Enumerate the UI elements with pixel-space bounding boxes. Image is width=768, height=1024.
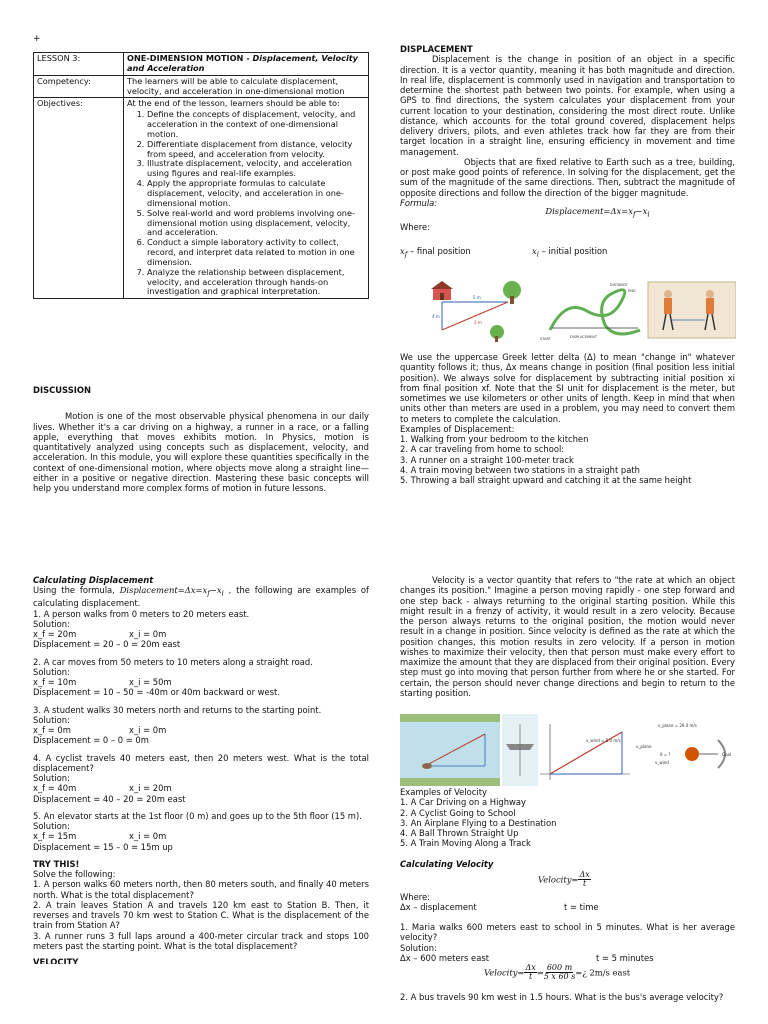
try-this-intro: Solve the following: bbox=[33, 869, 116, 880]
velocity-problem-values bbox=[400, 953, 735, 963]
distance-label-diag: 3 m bbox=[474, 320, 482, 325]
velocity-paragraph: Velocity is a vector quantity that refers to "the rate at which an object changes its position." Imagine a person moving rapidly - one step forward and one step back - always returning to the original starting position. While this might result in a frenzy of activity, it would result in a zero velocity. Because the person always returns to the original position, the motion would never result in a change in position. Since velocity is defined as the rate at which the position changes, this motion results in zero velocity. If a person in motion wishes to maximize their velocity, then that person must make every effort to maximize the amount that they are displaced from their original position. Every step must go into moving that person further from where he or she started. For certain, the person should never change directions and begin to return to the starting position. bbox=[400, 575, 735, 698]
list-item: 3. Illustrate displacement, velocity, and acceleration using figures and real-life examples. bbox=[147, 159, 365, 179]
problem-question: 4. A cyclist travels 40 meters east, then 20 meters west. What is the total displacement? bbox=[33, 752, 369, 773]
distance-label-side: 4 m bbox=[432, 314, 440, 319]
calc-result: =¿ 2m/s east bbox=[575, 967, 631, 978]
list-item: 2. A Cyclist Going to School bbox=[400, 807, 516, 818]
problem-values bbox=[33, 677, 369, 687]
velocity-fraction bbox=[578, 871, 590, 889]
competency-value: The learners will be able to calculate displacement, velocity, and acceleration in one-dimensional motion bbox=[124, 75, 369, 98]
problem-2 bbox=[33, 657, 369, 698]
displacement-figure bbox=[400, 280, 736, 348]
objectives-intro: At the end of the lesson, learners should be able to: bbox=[127, 98, 340, 109]
fraction-numerator: Δx bbox=[579, 869, 590, 879]
fraction-denominator: t bbox=[582, 879, 587, 889]
t-definition: t = time bbox=[564, 901, 599, 912]
v-plane-label: v_plane bbox=[636, 744, 652, 749]
end-label: END bbox=[628, 289, 636, 293]
v-plane-value-label: v_plane = 29.0 m/s bbox=[658, 723, 697, 728]
list-item: 5. Solve real-world and word problems involving one-dimensional motion using displacement, velocity, and acceleration. bbox=[147, 209, 365, 239]
list-item: 6. Conduct a simple laboratory activity to collect, record, and interpret data related to motion in one dimension. bbox=[147, 238, 365, 268]
calc-displacement-section bbox=[33, 575, 369, 964]
velocity-figure bbox=[400, 714, 736, 786]
problem-values bbox=[33, 629, 369, 639]
list-item: 1. A Car Driving on a Highway bbox=[400, 797, 526, 808]
list-item: 1. Walking from your bedroom to the kitchen bbox=[400, 434, 589, 444]
objectives-key: Objectives: bbox=[34, 98, 124, 299]
solution-label: Solution: bbox=[400, 942, 437, 953]
lesson-table bbox=[33, 52, 369, 299]
list-item: 7. Analyze the relationship between displacement, velocity, and acceleration through hands-on investigation and graphical interpretation. bbox=[147, 268, 365, 298]
list-item: 4. Apply the appropriate formulas to calculate displacement, velocity, and acceleration in one-dimensional motion. bbox=[147, 179, 365, 209]
solution-label: Solution: bbox=[33, 821, 70, 832]
displacement-section bbox=[400, 44, 735, 260]
velocity-problem-1: 1. Maria walks 600 meters east to school in 5 minutes. What is her average velocity? bbox=[400, 922, 735, 943]
velocity-heading-cutoff: VELOCITY bbox=[33, 957, 79, 965]
table-row bbox=[34, 75, 369, 98]
table-row bbox=[34, 53, 369, 76]
calc-fraction-2 bbox=[544, 964, 576, 982]
displacement-arrow-label: DISPLACEMENT bbox=[570, 335, 598, 339]
solution-label: Solution: bbox=[33, 714, 70, 725]
displacement-examples-heading: Examples of Displacement: bbox=[400, 423, 515, 434]
xf-value: x_f = 40m bbox=[33, 783, 77, 794]
position-definitions bbox=[400, 246, 735, 259]
problem-dx: Δx – 600 meters east bbox=[400, 952, 489, 963]
list-item: 3. An Airplane Flying to a Destination bbox=[400, 817, 557, 828]
calc-displacement-heading: Calculating Displacement bbox=[33, 575, 154, 585]
fraction-numerator: Δx bbox=[525, 963, 536, 973]
xf-value: x_f = 15m bbox=[33, 831, 77, 842]
xi-value: x_i = 50m bbox=[129, 677, 172, 688]
lesson-key: LESSON 3: bbox=[34, 53, 124, 76]
problem-1 bbox=[33, 609, 369, 650]
xf-value: x_f = 10m bbox=[33, 677, 77, 688]
objectives-value bbox=[124, 98, 369, 299]
discussion-section bbox=[33, 385, 369, 493]
list-item: 1. Define the concepts of displacement, velocity, and acceleration in the context of one-dimensional motion. bbox=[147, 110, 365, 140]
problem-values bbox=[33, 783, 369, 793]
problem-answer: Displacement = 20 – 0 = 20m east bbox=[33, 639, 181, 650]
velocity-variables bbox=[400, 902, 735, 912]
problem-values bbox=[33, 831, 369, 841]
lesson-title bbox=[124, 53, 369, 76]
problem-answer: Displacement = 40 – 20 = 20m east bbox=[33, 793, 186, 804]
velocity-examples-heading: Examples of Velocity bbox=[400, 787, 487, 797]
displacement-paragraph-1: Displacement is the change in position of an object in a specific direction. It is a vector quantity, meaning it has both magnitude and direction. In real life, displacement is commonly used in navigation and transportation to determine the shortest path between two points. For example, when using a GPS to find directions, the system calculates your displacement from your current location to your destination, considering the most direct route. Unlike distance, which accounts for the total ground covered, displacement helps delivery drivers, pilots, and even athletes track how far they are from their target location in a straight line, ensuring efficiency in movement and time management. bbox=[400, 54, 735, 157]
problem-values bbox=[33, 725, 369, 735]
dx-definition: Δx – displacement bbox=[400, 901, 477, 912]
velocity-calculation: Velocity= $\frac{\Delta x}{t}$ = $\frac{600 m}{5 x 60 s}$ =¿ 2m/s east bbox=[484, 963, 631, 982]
velocity-formula bbox=[400, 871, 735, 889]
start-label: START bbox=[540, 337, 551, 341]
xi-value: x_i = 0m bbox=[129, 629, 167, 640]
displacement-paragraph-2: Objects that are fixed relative to Earth such as a tree, building, or post make good points of reference. In solving for the displacement, get the sum of the magnitude of the same directions. Then, subtract the magnitude of opposite directions and follow the direction of the bigger magnitude. bbox=[400, 156, 735, 198]
fraction-denominator: 5 x 60 s bbox=[543, 972, 576, 982]
velocity-section bbox=[400, 575, 735, 698]
velocity-illustration bbox=[400, 714, 736, 786]
v-wind-value-label: v_wind = 8.0 m/s bbox=[586, 738, 621, 743]
list-item: 5. Throwing a ball straight upward and catching it at the same height bbox=[400, 475, 692, 485]
problem-answer: Displacement = 10 – 50 = -40m or 40m backward or west. bbox=[33, 687, 280, 698]
solution-label: Solution: bbox=[33, 618, 70, 629]
problem-3 bbox=[33, 705, 369, 746]
problem-question: 2. A car moves from 50 meters to 10 meters along a straight road. bbox=[33, 656, 313, 667]
calc-lhs: Velocity= bbox=[484, 967, 525, 978]
xf-definition: $x_f$ – final position bbox=[400, 246, 471, 260]
calc-velocity-heading: Calculating Velocity bbox=[400, 858, 494, 869]
list-item: 2. A car traveling from home to school: bbox=[400, 444, 565, 455]
solution-label: Solution: bbox=[33, 773, 70, 784]
problem-answer: Displacement = 0 – 0 = 0m bbox=[33, 735, 149, 746]
calc-fraction-1 bbox=[524, 964, 536, 982]
displacement-paragraph-3: We use the uppercase Greek letter delta (Δ) to mean "change in" whatever quantity follows it; thus, Δx means change in position (final position less initial position). We always solve for displacement by subtracting initial position xi from final position xf. Note that the SI unit for displacement is the meter, but sometimes we use kilometers or other units of length. Keep in mind that when units other than meters are used in a problem, you may need to convert them to meters to complete the calculation. bbox=[400, 352, 735, 424]
problem-question: 1. A person walks from 0 meters to 20 meters east. bbox=[33, 608, 250, 619]
discussion-body: Motion is one of the most observable physical phenomena in our daily lives. Whether it's a car driving on a highway, a runner in a race, or a falling apple, everything that moves exhibits motion. In Physics, motion is quantitatively analyzed using concepts such as displacement, velocity, and acceleration. In this module, you will explore these quantities specifically in the context of one-dimensional motion, where objects move along a straight line—either in a positive or negative direction. Mastering these basic concepts will help you understand more complex forms of motion in future lessons. bbox=[33, 411, 369, 493]
problem-5 bbox=[33, 811, 369, 852]
list-item: 1. A person walks 60 meters north, then 80 meters south, and finally 40 meters north. What is the total displacement? bbox=[33, 879, 369, 900]
calc-displacement-intro: Using the formula, $Displacement=\Delta x=x_f-x_i$ , the following are examples of calculating displacement. bbox=[33, 585, 369, 609]
problem-4 bbox=[33, 753, 369, 804]
discussion-heading: DISCUSSION bbox=[33, 385, 91, 395]
list-item: 4. A Ball Thrown Straight Up bbox=[400, 828, 519, 838]
table-row bbox=[34, 98, 369, 299]
problem-answer: Displacement = 15 – 0 = 15m up bbox=[33, 841, 173, 852]
list-item: 2. Differentiate displacement from distance, velocity from speed, and acceleration from velocity. bbox=[147, 140, 365, 160]
lesson-title-main: ONE-DIMENSION MOTION - bbox=[127, 53, 253, 63]
displacement-illustration bbox=[400, 280, 736, 348]
where-label: Where: bbox=[400, 222, 430, 233]
velocity-where: Where: bbox=[400, 891, 430, 902]
list-item: 3. A runner on a straight 100-meter track bbox=[400, 454, 574, 465]
distance-label-top: 5 m bbox=[473, 295, 481, 300]
velocity-examples bbox=[400, 787, 735, 1002]
xi-value: x_i = 20m bbox=[129, 783, 172, 794]
velocity-problem-2: 2. A bus travels 90 km west in 1.5 hours. What is the bus's average velocity? bbox=[400, 991, 724, 1002]
xf-value: x_f = 20m bbox=[33, 629, 77, 640]
solution-label: Solution: bbox=[33, 666, 70, 677]
problem-time: t = 5 minutes bbox=[596, 952, 654, 963]
velocity-formula-lhs: Velocity= bbox=[538, 874, 579, 885]
fraction-numerator: 600 m bbox=[546, 963, 573, 973]
theta-label: θ = ? bbox=[660, 752, 671, 757]
list-item: 5. A Train Moving Along a Track bbox=[400, 838, 531, 849]
xi-value: x_i = 0m bbox=[129, 725, 167, 736]
formula-label: Formula: bbox=[400, 197, 438, 208]
plus-mark: + bbox=[33, 34, 41, 44]
displacement-formula: $Displacement=\Delta x=x_f-x_i$ bbox=[545, 206, 650, 219]
competency-key: Competency: bbox=[34, 75, 124, 98]
list-item: 2. A train leaves Station A and travels 120 km east to Station B. Then, it reverses and travels 70 km west to Station C. What is the displacement of the train from Station A? bbox=[33, 899, 369, 931]
try-this-heading: TRY THIS! bbox=[33, 858, 80, 869]
list-item: 4. A train moving between two stations in a straight path bbox=[400, 464, 640, 475]
displacement-heading: DISPLACEMENT bbox=[400, 44, 473, 54]
problem-question: 3. A student walks 30 meters north and returns to the starting point. bbox=[33, 704, 322, 715]
v-wind-label: v_wind bbox=[655, 760, 669, 765]
problem-question: 5. An elevator starts at the 1st floor (0 m) and goes up to the 5th floor (15 m). bbox=[33, 810, 362, 821]
fraction-denominator: t bbox=[528, 972, 533, 982]
xf-value: x_f = 0m bbox=[33, 725, 71, 736]
distance-path-label: DISTANCE bbox=[610, 283, 628, 287]
lesson-title-sub: Displacement, Velocity and Acceleration bbox=[127, 53, 358, 73]
displacement-continued bbox=[400, 352, 735, 485]
list-item: 3. A runner runs 3 full laps around a 400-meter circular track and stops 100 meters past the starting point. What is the total displacement? bbox=[33, 930, 369, 951]
xi-definition: $x_i$ – initial position bbox=[532, 246, 608, 260]
goal-label: Goal bbox=[722, 752, 732, 757]
objectives-list bbox=[127, 110, 365, 297]
xi-value: x_i = 0m bbox=[129, 831, 167, 842]
